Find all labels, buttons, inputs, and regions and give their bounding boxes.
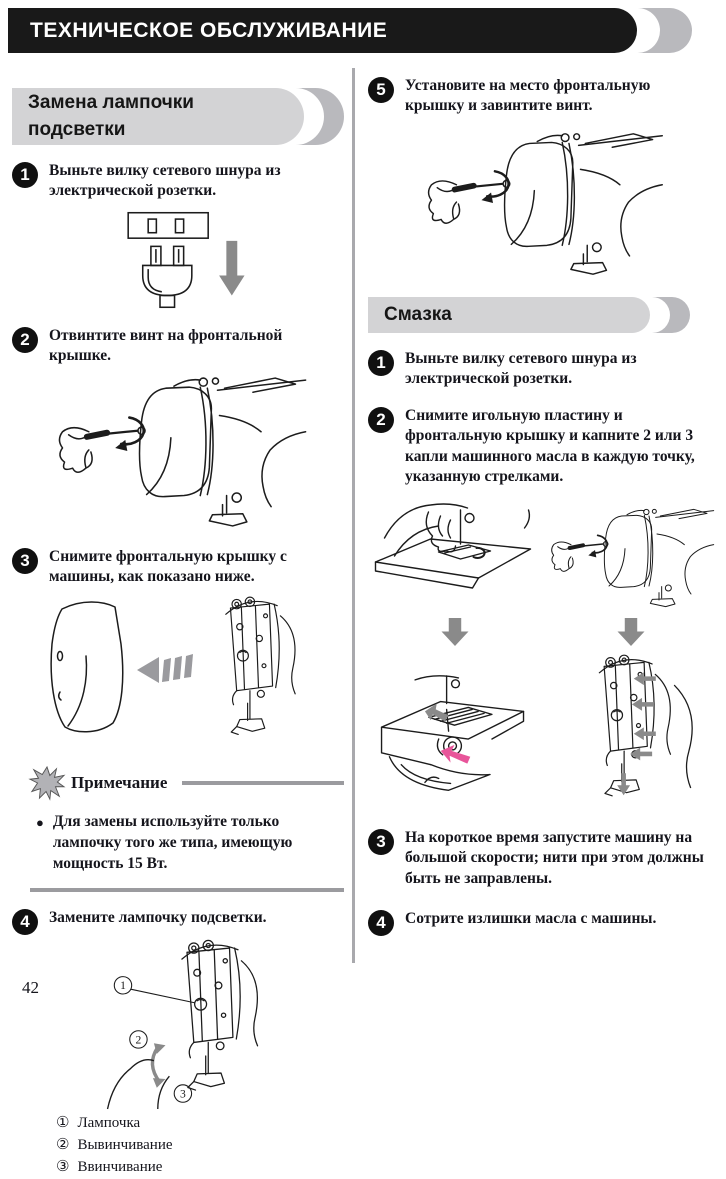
note-rule xyxy=(182,781,344,785)
step-row xyxy=(12,326,348,367)
needle-plate-hand-illustration xyxy=(369,498,541,610)
step-text: Замените лампочку подсветки. xyxy=(49,909,267,927)
oiling-illustration-grid xyxy=(368,498,718,810)
note-text: Для замены используйте только лампочку того же типа, имеющую мощность 15 Вт. xyxy=(52,812,293,872)
step-row xyxy=(12,908,348,935)
right-column xyxy=(368,68,718,936)
step-number-badge: 4 xyxy=(12,909,38,935)
note-title: Примечание xyxy=(71,772,168,792)
turn-arrow-icon xyxy=(152,1048,159,1083)
remove-cover-illustration xyxy=(12,594,348,746)
step-number-badge: 4 xyxy=(368,910,394,936)
step-text: Выньте вилку сетевого шнура из электрической розетки. xyxy=(405,349,637,388)
bullet-icon: ● xyxy=(36,814,44,830)
legend-item xyxy=(56,1113,348,1135)
note-bottom-rule xyxy=(30,888,344,892)
bulb-legend xyxy=(56,1113,348,1178)
plug-socket-icon xyxy=(85,210,275,310)
down-arrow-left xyxy=(369,610,541,652)
section-title: Замена лампочки подсветки xyxy=(28,91,194,140)
section-header-lamp-replacement xyxy=(12,88,344,145)
plug-unplug-illustration xyxy=(12,210,348,310)
legend-marker: ③ xyxy=(56,1158,70,1175)
svg-text:1: 1 xyxy=(120,979,126,993)
legend-item xyxy=(56,1135,348,1157)
page-title: ТЕХНИЧЕСКОЕ ОБСЛУЖИВАНИЕ xyxy=(30,18,388,42)
legend-marker: ① xyxy=(56,1115,70,1132)
section-bar xyxy=(368,297,650,333)
left-column xyxy=(12,88,348,1179)
section-title: Смазка xyxy=(384,303,452,325)
step-text: Отвинтите винт на фронтальной крышке. xyxy=(49,326,283,365)
step-text: Установите на место фронтальную крышку и завинтите винт. xyxy=(405,77,651,115)
section-header-lubrication xyxy=(368,297,690,333)
legend-marker: ② xyxy=(56,1137,70,1154)
step-row xyxy=(368,828,718,889)
step-row xyxy=(12,161,348,202)
sewing-machine-screwdriver-icon xyxy=(409,129,677,279)
step-number-badge: 1 xyxy=(368,350,394,376)
legend-item xyxy=(56,1157,348,1179)
step-row xyxy=(368,909,718,936)
step-number-badge: 3 xyxy=(12,548,38,574)
internals-oiling-points-illustration xyxy=(545,652,717,810)
needle-plate-icon xyxy=(371,498,539,610)
front-cover-screwdriver-illustration xyxy=(545,498,717,610)
step-number-badge: 2 xyxy=(12,327,38,353)
striped-arrow-icon xyxy=(137,654,193,683)
step-row xyxy=(12,547,348,588)
page-header-banner xyxy=(8,8,692,53)
column-divider xyxy=(352,68,355,963)
open-bed-oiling-illustration xyxy=(369,652,541,810)
bulb-replacement-illustration xyxy=(12,937,348,1109)
step-number-badge: 5 xyxy=(368,77,394,103)
sewing-machine-screwdriver-icon xyxy=(547,506,715,610)
page-number: 42 xyxy=(22,978,39,997)
cover-removed-icon xyxy=(25,594,335,746)
step-row xyxy=(368,76,718,117)
sewing-machine-screwdriver-icon xyxy=(46,373,314,531)
starburst-note-icon xyxy=(30,766,64,800)
note-block xyxy=(30,766,344,893)
step-row xyxy=(368,406,718,488)
step-number-badge: 3 xyxy=(368,829,394,855)
banner-bar xyxy=(8,8,637,53)
step-number-badge: 2 xyxy=(368,407,394,433)
section-bar xyxy=(12,88,304,145)
step-text: На короткое время запустите машину на большой скорости; нити при этом должны быть не заправлены. xyxy=(405,828,704,887)
oiling-points-icon xyxy=(547,652,715,810)
down-arrow-icon xyxy=(219,241,244,296)
reattach-cover-illustration xyxy=(368,129,718,279)
legend-label: Лампочка xyxy=(77,1115,141,1132)
step-text: Снимите фронтальную крышку с машины, как показано ниже. xyxy=(49,547,287,586)
note-item xyxy=(36,812,344,875)
step-text: Снимите игольную пластину и фронтальную крышку и капните 2 или 3 капли машинного масла в каждую точку, указанную стрелками. xyxy=(405,406,695,486)
note-header xyxy=(30,766,344,800)
bulb-replacement-icon xyxy=(45,937,315,1109)
down-arrow-right xyxy=(545,610,717,652)
step-text: Сотрите излишки масла с машины. xyxy=(405,909,657,927)
unscrew-front-cover-illustration xyxy=(12,373,348,531)
svg-text:2: 2 xyxy=(135,1033,142,1047)
svg-text:3: 3 xyxy=(180,1087,186,1101)
legend-label: Ввинчивание xyxy=(77,1158,163,1175)
step-text: Выньте вилку сетевого шнура из электрической розетки. xyxy=(49,162,281,200)
step-number-badge: 1 xyxy=(12,162,38,188)
bobbin-area-icon xyxy=(371,670,539,810)
step-row xyxy=(368,349,718,390)
legend-label: Вывинчивание xyxy=(77,1137,173,1154)
